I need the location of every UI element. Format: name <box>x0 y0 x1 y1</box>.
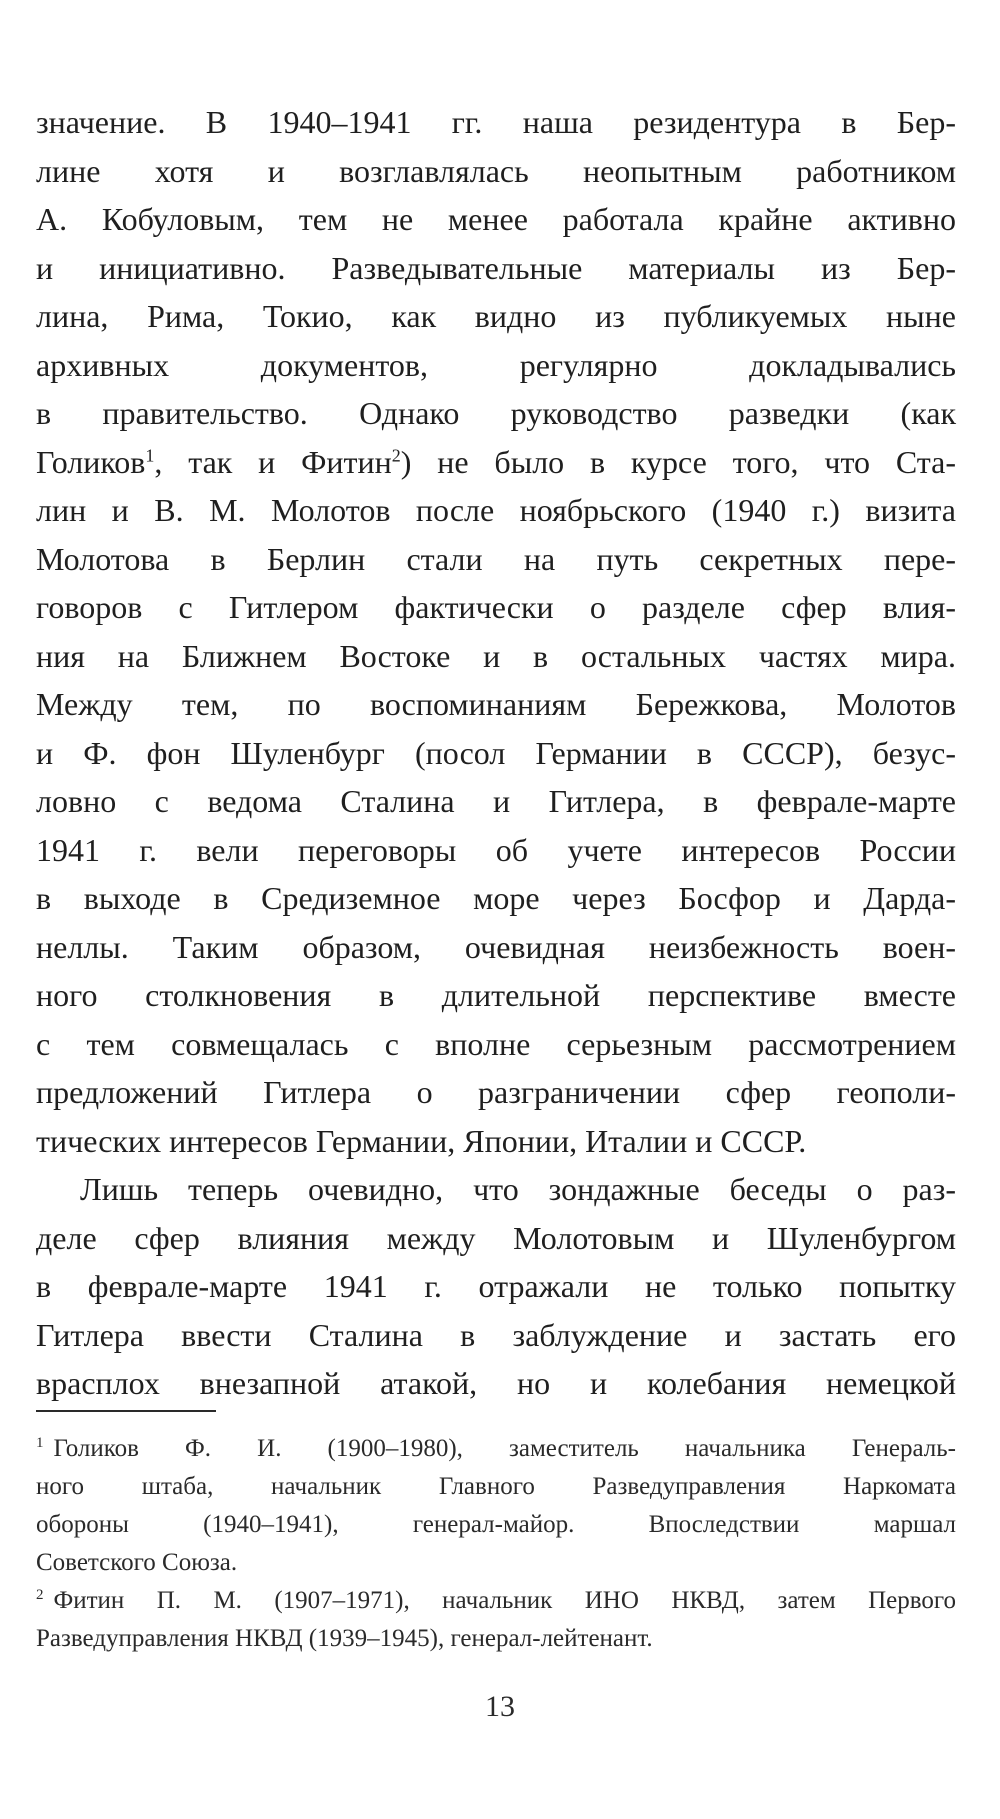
text-line: архивных документов, регулярно докладывались <box>36 346 956 383</box>
footnote-1-line: обороны (1940–1941), генерал-майор. Впоследствии маршал <box>36 1511 956 1538</box>
text-line: неллы. Таким образом, очевидная неизбежность воен- <box>36 928 956 965</box>
text-fragment: Голиков <box>36 443 146 480</box>
text-line: Между тем, по воспоминаниям Бережкова, Молотов <box>36 686 956 722</box>
footnote-2-line <box>36 1582 956 1620</box>
text-line: и инициативно. Разведывательные материалы из Бер- <box>36 249 956 286</box>
text-line: лина, Рима, Токио, как видно из публикуемых ныне <box>36 298 956 334</box>
text-line: с тем совмещалась с вполне серьезным рассмотрением <box>36 1025 956 1062</box>
footnote-1-line: Советского Союза. <box>36 1549 238 1576</box>
text-fragment: , так и Фитин <box>154 443 392 480</box>
text-line: в феврале-марте 1941 г. отражали не только попытку <box>36 1268 956 1304</box>
footnote-2-line: Разведуправления НКВД (1939–1945), генерал-лейтенант. <box>36 1625 653 1652</box>
footnote-text: Фитин П. М. (1907–1971), начальник ИНО НКВД, затем Первого <box>53 1587 956 1614</box>
text-line: тических интересов Германии, Японии, Италии и СССР. <box>36 1122 807 1159</box>
footnote-ref-2: 2 <box>391 444 401 465</box>
page-number: 13 <box>485 1690 515 1723</box>
text-line: лин и В. М. Молотов после ноябрьского (1940 г.) визита <box>36 492 956 528</box>
text-line: 1941 г. вели переговоры об учете интересов России <box>36 831 956 868</box>
footnotes <box>36 1430 956 1658</box>
text-line: врасплох внезапной атакой, но и колебания немецкой <box>36 1365 956 1401</box>
footnote-ref-1: 1 <box>145 444 155 465</box>
footnote-text: Голиков Ф. И. (1900–1980), заместитель начальника Генераль- <box>53 1435 956 1462</box>
text-line-with-footnote-refs <box>36 438 956 487</box>
text-line: ловно с ведома Сталина и Гитлера, в феврале-марте <box>36 783 956 819</box>
text-line: в выходе в Средиземное море через Босфор и Дарда- <box>36 880 956 916</box>
text-line: лине хотя и возглавлялась неопытным работником <box>36 152 956 189</box>
text-line: А. Кобуловым, тем не менее работала крайне активно <box>36 201 956 237</box>
text-line: в правительство. Однако руководство разведки (как <box>36 395 956 431</box>
footnote-separator <box>36 1410 216 1412</box>
text-line: ния на Ближнем Востоке и в остальных частях мира. <box>36 637 956 674</box>
text-line: говоров с Гитлером фактически о разделе сфер влия- <box>36 589 956 625</box>
text-line: ного столкновения в длительной перспективе вместе <box>36 977 956 1013</box>
text-line: Гитлера ввести Сталина в заблуждение и застать его <box>36 1316 956 1353</box>
paragraph-start-line: Лишь теперь очевидно, что зондажные беседы о раз- <box>80 1171 956 1207</box>
text-line: и Ф. фон Шуленбург (посол Германии в СССР), безус- <box>36 734 956 771</box>
text-line: деле сфер влияния между Молотовым и Шуленбургом <box>36 1219 956 1256</box>
text-line: значение. В 1940–1941 гг. наша резидентура в Бер- <box>36 104 956 140</box>
footnote-1-line: ного штаба, начальник Главного Разведуправления Наркомата <box>36 1473 956 1500</box>
text-line: предложений Гитлера о разграничении сфер геополи- <box>36 1074 956 1110</box>
footnote-number: 2 <box>36 1586 44 1603</box>
text-line: Молотова в Берлин стали на путь секретных пере- <box>36 540 956 577</box>
text-fragment: ) не было в курсе того, что Ста- <box>400 443 956 480</box>
footnote-number: 1 <box>36 1434 44 1451</box>
main-text <box>36 98 956 1408</box>
footnote-1-line <box>36 1430 956 1468</box>
